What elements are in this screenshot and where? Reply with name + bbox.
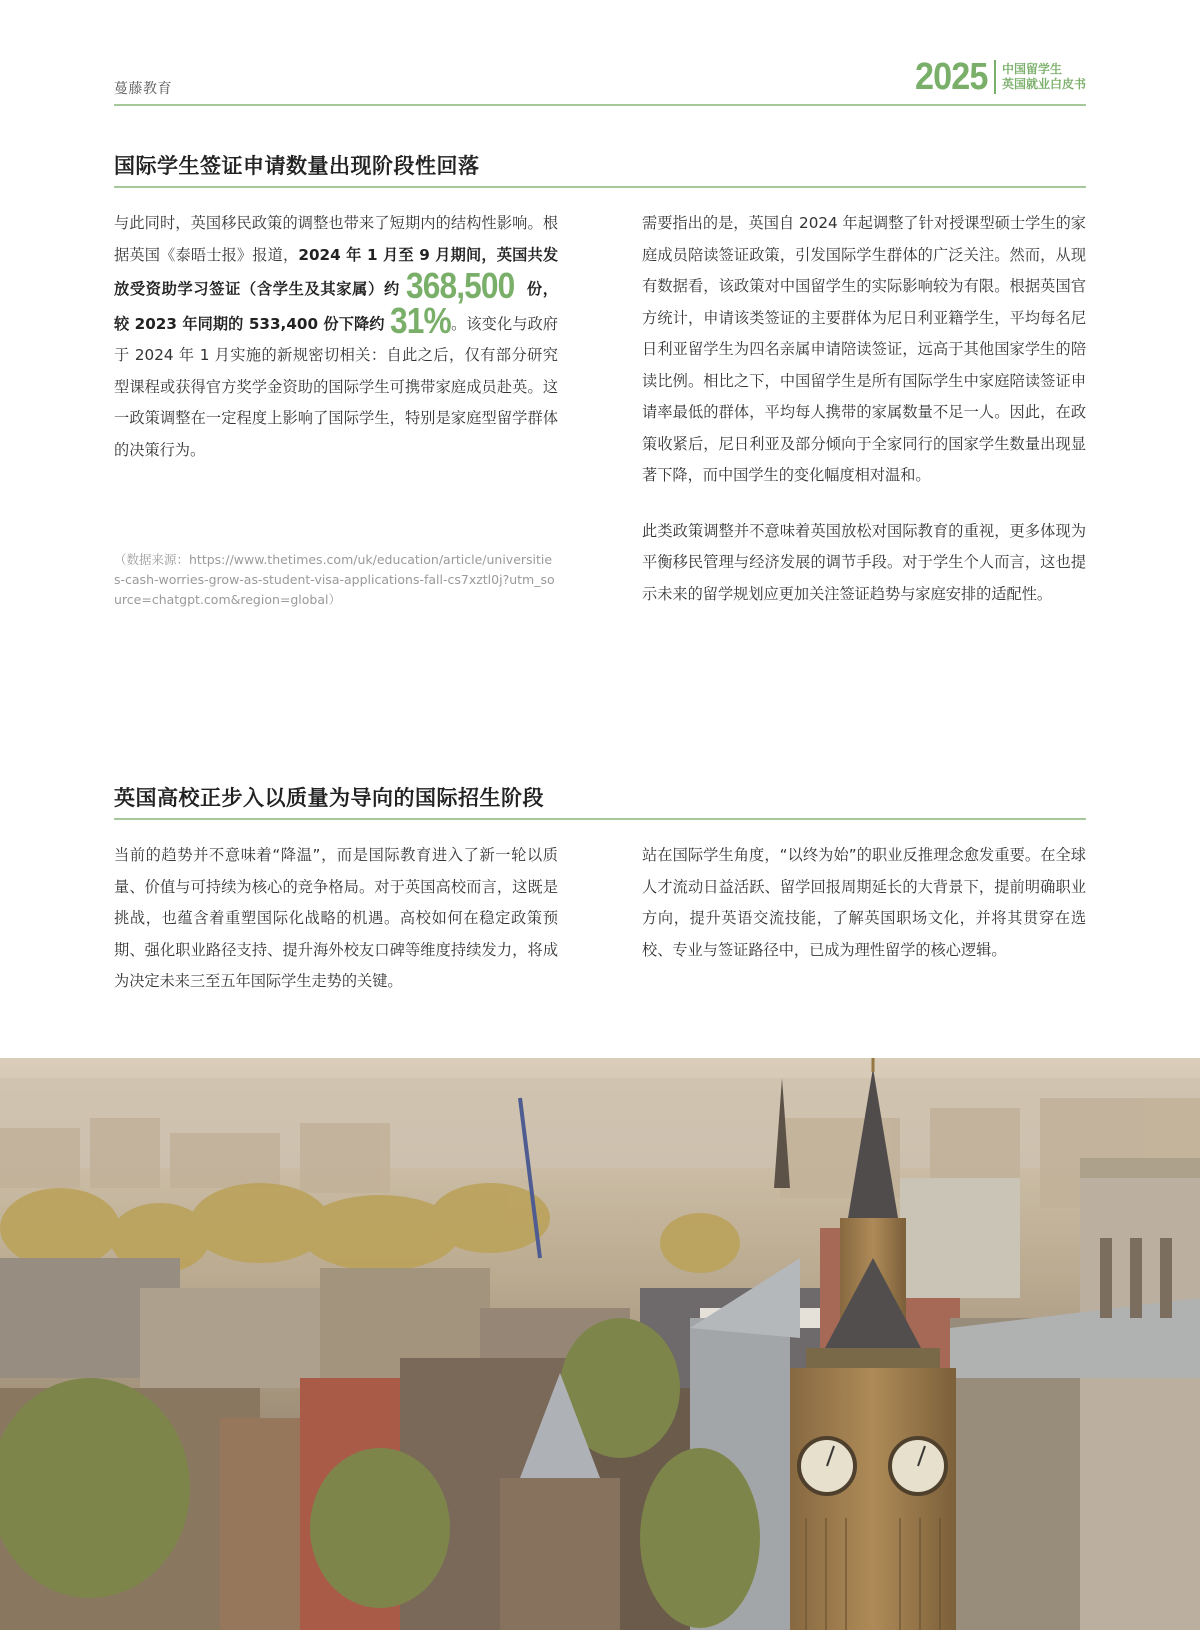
brand-name: 蔓藤教育: [114, 81, 172, 97]
bold-text-run: 较 2023 年同期的 533,400 份下降约: [114, 314, 390, 333]
section-1-left-column: [114, 208, 558, 466]
section-1-right-column: [642, 208, 1086, 610]
section-1-right-paragraph-1: 需要指出的是，英国自 2024 年起调整了针对授课型硕士学生的家庭成员陪读签证政策，引发国际学生群体的广泛关注。然而，从现有数据看，该政策对中国留学生的实际影响较为有限。根据英国官方统计，申请该类签证的主要群体为尼日利亚籍学生，平均每名尼日利亚留学生为四名亲属申请陪读签证，远高于其他国家学生的陪读比例。相比之下，中国留学生是所有国际学生中家庭陪读签证申请率最低的群体，平均每人携带的家属数量不足一人。因此，在政策收紧后，尼日利亚及部分倾向于全家同行的国家学生数量出现显著下降，而中国学生的变化幅度相对温和。: [642, 214, 1086, 484]
page-header: [114, 54, 1086, 102]
report-logo: [907, 58, 1086, 96]
section-2-right-paragraph: 站在国际学生角度，“以终为始”的职业反推理念愈发重要。在全球人才流动日益活跃、留学回报周期延长的大背景下，提前明确职业方向，提升英语交流技能，了解英国职场文化，并将其贯穿在选校、专业与签证路径中，已成为理性留学的核心逻辑。: [642, 846, 1086, 959]
section-2-divider: [114, 818, 1086, 820]
logo-line-1: 中国留学生: [1001, 62, 1062, 76]
section-1-title: 国际学生签证申请数量出现阶段性回落: [114, 154, 480, 178]
section-2-left-column: [114, 840, 558, 998]
text-run: 。该变化与政府于 2024 年 1 月实施的新规密切相关：自此之后，仅有部分研究型课程或获得官方奖学金资助的国际学生可携带家庭成员赴英。这一政策调整在一定程度上影响了国际学生，特别是家庭型留学群体的决策行为。: [114, 314, 558, 459]
data-source-note: （数据来源：https://www.thetimes.com/uk/education/article/universities-cash-worries-grow-as-student-visa-applications-fall-cs7xztl0j?utm_source=chatgpt.com&region=global）: [114, 552, 555, 607]
section-1-left-paragraph: [114, 208, 558, 466]
logo-text: [1002, 62, 1086, 92]
header-divider: [114, 104, 1086, 106]
section-1-right-paragraph-2: 此类政策调整并不意味着英国放松对国际教育的重视，更多体现为平衡移民管理与经济发展的调节手段。对于学生个人而言，这也提示未来的留学规划应更加关注签证趋势与家庭安排的适配性。: [642, 521, 1086, 603]
section-2-left-paragraph: 当前的趋势并不意味着“降温”，而是国际教育进入了新一轮以质量、价值与可持续为核心的竞争格局。对于英国高校而言，这既是挑战，也蕴含着重塑国际化战略的机遇。高校如何在稳定政策预期、强化职业路径支持、提升海外校友口碑等维度持续发力，将成为决定未来三至五年国际学生走势的关键。: [114, 846, 558, 990]
logo-year: 2025: [915, 56, 988, 98]
text-run: 与此同时，英国移民政策的调整也带来了短期内的结构性影响。根据英国《泰晤士报》报道，: [114, 214, 558, 264]
section-1-divider: [114, 186, 1086, 188]
section-2-title: 英国高校正步入以质量为导向的国际招生阶段: [114, 786, 544, 810]
logo-divider: [994, 60, 996, 94]
london-skyline-photo: [0, 1058, 1200, 1630]
section-2-right-column: [642, 840, 1086, 966]
visa-count-highlight: 368,500: [405, 265, 515, 306]
text-run: 份，: [520, 280, 558, 298]
logo-line-2: 英国就业白皮书: [1001, 77, 1086, 91]
decline-percent-highlight: 31%: [389, 299, 451, 341]
bold-text-run: 2024 年 1 月至 9 月期间，英国共发放受资助学习签证（含学生及其家属）: [114, 245, 559, 298]
text-run: 约: [383, 280, 406, 298]
